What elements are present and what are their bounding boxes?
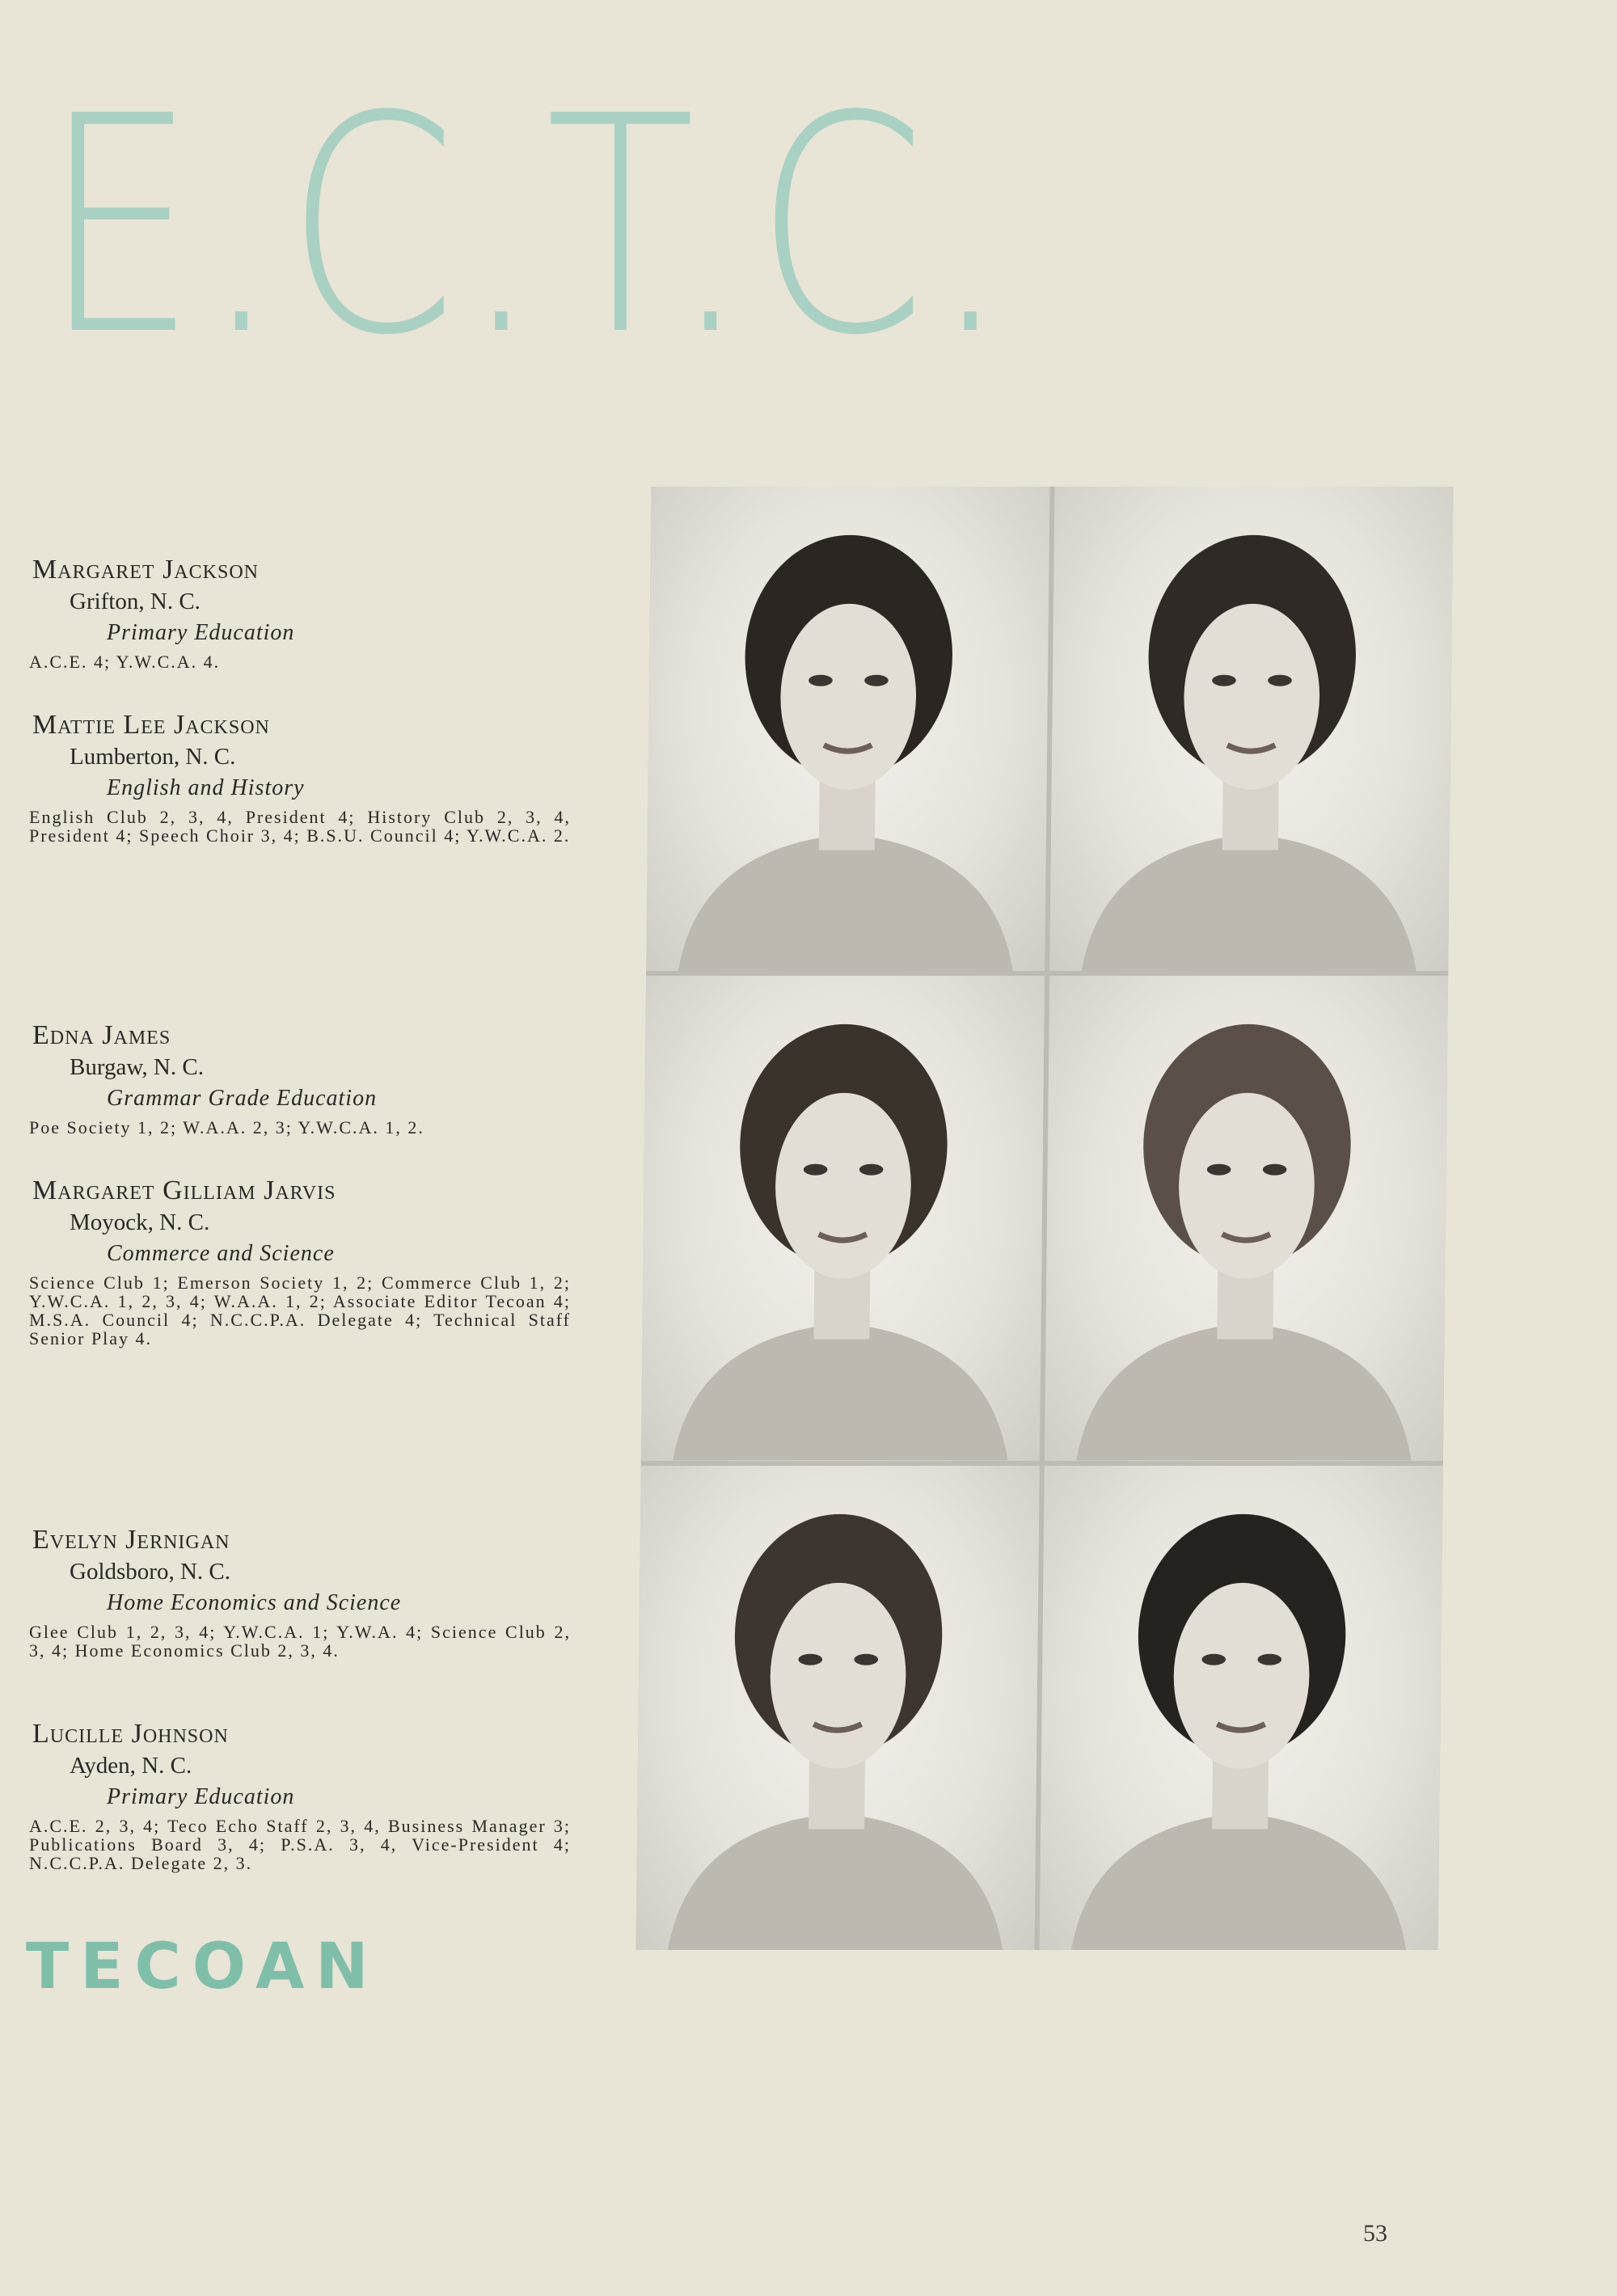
student-major: Commerce and Science — [107, 1241, 335, 1266]
student-activities: A.C.E. 2, 3, 4; Teco Echo Staff 2, 3, 4, Business Manager 3; Publications Board 3, 4; P.S.A. 3, 4, Vice-President 4; N.C.C.P.A. Delegate 2, 3. — [29, 1816, 571, 1873]
portrait-photo — [636, 1466, 1040, 1950]
portrait-eye-right — [1268, 675, 1292, 686]
portrait-silhouette — [641, 976, 1045, 1460]
portrait-silhouette — [1049, 487, 1453, 971]
student-entry-margaret-jackson — [29, 555, 571, 671]
portrait-silhouette — [646, 487, 1049, 971]
portrait-shoulders — [1071, 1813, 1408, 1950]
portrait-shoulders — [1082, 834, 1418, 972]
student-name: Mattie Lee Jackson — [32, 710, 270, 740]
student-hometown: Moyock, N. C. — [70, 1209, 210, 1235]
portrait-eye-left — [808, 675, 833, 686]
portrait-photo — [641, 976, 1045, 1460]
portrait-eye-right — [1263, 1164, 1287, 1175]
portrait-eye-right — [859, 1164, 884, 1175]
portrait-eye-left — [804, 1164, 828, 1175]
portrait-shoulders — [678, 834, 1015, 972]
portrait-photo — [1049, 487, 1453, 971]
student-name: Margaret Gilliam Jarvis — [32, 1175, 336, 1205]
tecoan-logo: TECOAN — [26, 1931, 380, 2003]
student-entry-lucille-johnson — [29, 1719, 571, 1872]
portrait-shoulders — [668, 1813, 1004, 1950]
student-major: Primary Education — [107, 620, 295, 645]
student-entry-margaret-gilliam-jarvis — [29, 1175, 571, 1348]
portrait-eye-right — [864, 675, 889, 686]
portrait-photo — [646, 487, 1049, 971]
portrait-silhouette — [1040, 1466, 1443, 1950]
portrait-eye-left — [798, 1653, 822, 1665]
portrait-shoulders — [673, 1323, 1009, 1461]
student-hometown: Burgaw, N. C. — [70, 1054, 204, 1080]
student-activities: A.C.E. 4; Y.W.C.A. 4. — [29, 652, 221, 672]
student-activities: English Club 2, 3, 4, President 4; History Club 2, 3, 4, President 4; Speech Choir 3, 4; B.S.U. Council 4; Y.W.C.A. 2. — [29, 807, 571, 846]
student-name: Margaret Jackson — [32, 555, 259, 585]
student-entry-evelyn-jernigan — [29, 1525, 571, 1660]
student-major: Grammar Grade Education — [107, 1086, 378, 1111]
student-activities: Poe Society 1, 2; W.A.A. 2, 3; Y.W.C.A. 1, 2. — [29, 1117, 424, 1137]
portrait-photo — [1045, 976, 1448, 1460]
student-major: Primary Education — [107, 1784, 295, 1809]
portrait-eye-left — [1212, 675, 1236, 686]
student-hometown: Goldsboro, N. C. — [70, 1559, 230, 1585]
student-hometown: Grifton, N. C. — [70, 589, 201, 614]
student-name: Evelyn Jernigan — [32, 1525, 230, 1555]
portrait-silhouette — [1045, 976, 1448, 1460]
student-major: Home Economics and Science — [107, 1590, 402, 1615]
portrait-silhouette — [636, 1466, 1040, 1950]
portrait-eye-right — [1257, 1653, 1281, 1665]
student-hometown: Ayden, N. C. — [70, 1753, 192, 1779]
portrait-grid — [636, 487, 1454, 1950]
student-entry-mattie-lee-jackson — [29, 710, 571, 845]
student-entry-edna-james — [29, 1020, 571, 1137]
portrait-photo — [1040, 1466, 1443, 1950]
portrait-eye-right — [854, 1653, 878, 1665]
portrait-eye-left — [1201, 1653, 1226, 1665]
student-name: Lucille Johnson — [32, 1719, 229, 1749]
portrait-eye-left — [1207, 1164, 1231, 1175]
portrait-shoulders — [1076, 1323, 1412, 1461]
student-activities: Science Club 1; Emerson Society 1, 2; Commerce Club 1, 2; Y.W.C.A. 1, 2, 3, 4; W.A.A. 1, 2; Associate Editor Tecoan 4; M.S.A. Council 4; N.C.C.P.A. Delegate 4; Technical Staff Senior Play 4. — [29, 1273, 571, 1348]
college-initials: E.C.T.C. — [42, 53, 1015, 401]
student-major: English and History — [107, 775, 305, 800]
student-hometown: Lumberton, N. C. — [70, 744, 236, 770]
student-activities: Glee Club 1, 2, 3, 4; Y.W.C.A. 1; Y.W.A. 4; Science Club 2, 3, 4; Home Economics Club 2, 3, 4. — [29, 1622, 571, 1661]
student-name: Edna James — [32, 1020, 171, 1050]
page-number: 53 — [1363, 2220, 1387, 2247]
